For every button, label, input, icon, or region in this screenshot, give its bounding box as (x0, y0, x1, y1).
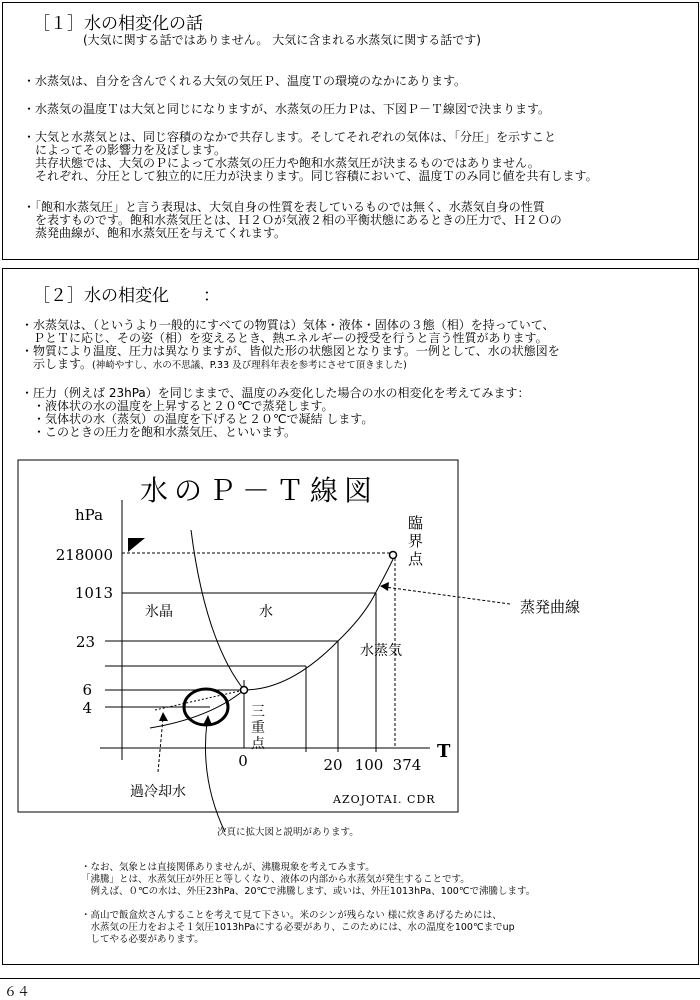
section-1-subheading: (大気に関する話ではありません。 大気に含まれる水蒸気に関する話です) (83, 33, 481, 47)
paragraph-1: ・水蒸気は、自分を含んでくれる大気の気圧Ｐ、温度Ｔの環境のなかにあります。 (23, 74, 467, 88)
section-2-line-3: ・物質により温度、圧力は異なりますが、皆似た形の状態図となります。一例として、水の状態図を (21, 344, 560, 358)
y-unit-label: hPa (75, 506, 104, 524)
y-tick-218000: 218000 (55, 546, 113, 564)
x-tick-374: 374 (392, 756, 422, 774)
x-tick-20: 20 (323, 756, 343, 774)
next-page-note: 次頁に拡大図と説明があります。 (217, 827, 359, 838)
x-tick-100: 100 (354, 756, 384, 774)
diagram-title: 水のＰ－Ｔ線図 (140, 474, 379, 507)
paragraph-3-line-3: 共存状態では、大気のＰによって水蒸気の圧力や飽和水蒸気圧が決まるものではありません。 (23, 156, 540, 170)
triple-point-label-2: 重 (251, 720, 265, 736)
triple-point-label-1: 三 (251, 704, 265, 720)
paragraph-4-line-3: 蒸発曲線が、飽和水蒸気圧を与えてくれます。 (23, 226, 287, 240)
critical-point-label-1: 臨 (408, 514, 424, 532)
pressure-line-2: ・液体状の水の温度を上昇すると２０℃で蒸発します。 (21, 399, 334, 413)
region-ice: 氷晶 (145, 604, 173, 620)
section-2-line-4 (21, 358, 407, 372)
paragraph-3-line-2: によってその影響力を及ぼします。 (23, 143, 227, 157)
note-1-line-3: 例えば、０℃の水は、外圧23hPa、20℃で沸騰します、或いは、外圧1013hPa、100℃で沸騰します。 (81, 886, 536, 897)
supercooled-label: 過冷却水 (130, 784, 186, 800)
triple-point-label-3: 点 (251, 736, 265, 752)
note-2-line-1: ・高山で飯盒炊さんすることを考えて見て下さい。米のシンが残らない 様に炊きあげるためには、 (81, 910, 502, 921)
note-1-line-1: ・なお、気象とは直接関係ありませんが、沸騰現象を考えてみます。 (81, 862, 375, 873)
section-2-box (2, 268, 699, 965)
paragraph-4-line-1: ・「飽和水蒸気圧」と言う表現は、大気自身の性質を表しているものでは無く、水蒸気自身の性質 (23, 200, 545, 214)
file-label: AZOJOTAI. CDR (333, 793, 436, 806)
evaporation-curve-label: 蒸発曲線 (520, 598, 581, 616)
x-unit-label: T (437, 741, 451, 762)
pressure-line-3: ・気体状の水（蒸気）の温度を下げると２０℃で凝結 します。 (21, 412, 374, 426)
y-tick-1013: 1013 (74, 584, 113, 602)
section-2-line-2: ＰとＴに応じ、その姿（相）を変えるとき、熱エネルギーの授受を行うと言う性質があります。 (21, 331, 548, 345)
section-2-line-1: ・水蒸気は、（というより一般的にすべての物質は）気体・液体・固体の３態（相）を持っていて、 (21, 318, 555, 332)
section-2-line-4-text: 示します。 (21, 357, 93, 371)
region-vapor: 水蒸気 (360, 643, 402, 659)
paragraph-2: ・水蒸気の温度Ｔは大気と同じになりますが、水蒸気の圧力Ｐは、下図Ｐ－Ｔ線図で決まります。 (23, 102, 551, 116)
note-1-line-2: 「沸騰」とは、水蒸気圧が外圧と等しくなり、液体の内部から水蒸気が発生することです。 (81, 874, 470, 885)
page-number: ６４ (4, 985, 31, 1000)
critical-point-label-2: 界 (408, 532, 424, 550)
paragraph-3-line-4: それぞれ、分圧として独立的に圧力が決まります。同じ容積において、温度Ｔのみ同じ値を共有します。 (23, 169, 598, 183)
y-tick-23: 23 (75, 633, 95, 651)
reference-note: (神崎やすし、水の不思議、P.33 及び理科年表を参考にさせて頂きました) (92, 360, 407, 371)
paragraph-4-line-2: を表すものです。飽和水蒸気圧とは、Ｈ２Ｏが気液２相の平衡状態にあるときの圧力で、Ｈ２Ｏの (23, 213, 562, 227)
y-tick-4: 4 (82, 699, 92, 717)
section-1-box (2, 2, 699, 260)
footer-rule (0, 978, 700, 979)
note-2-line-3: してやる必要があります。 (81, 934, 204, 945)
x-tick-0: 0 (238, 752, 248, 770)
pressure-line-4: ・このときの圧力を飽和水蒸気圧、といいます。 (21, 425, 297, 439)
paragraph-3-line-1: ・大気と水蒸気とは、同じ容積のなかで共存します。そしてそれぞれの気体は、「分圧」を示すこと (23, 130, 557, 144)
y-tick-6: 6 (82, 681, 92, 699)
pressure-line-1: ・圧力（例えば 23hPa）を同じままで、温度のみ変化した場合の水の相変化を考えてみます： (21, 386, 530, 400)
section-1-heading: ［１］水の相変化の話 (33, 14, 203, 34)
region-water: 水 (259, 604, 273, 620)
note-2-line-2: 水蒸気の圧力をおよそ１気圧1013hPaにする必要があり、このためには、水の温度を100℃までup (81, 922, 515, 933)
section-2-heading: ［２］水の相変化 ： (33, 286, 220, 306)
critical-point-label-3: 点 (408, 550, 424, 568)
